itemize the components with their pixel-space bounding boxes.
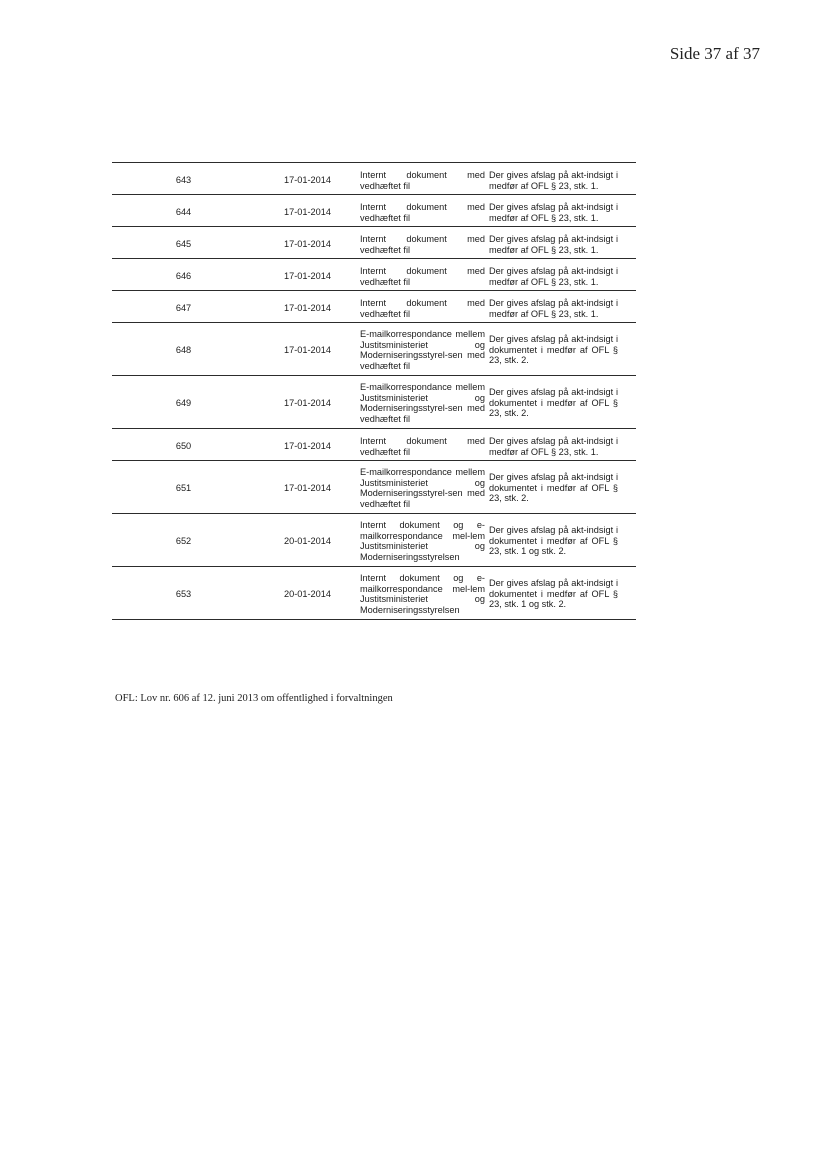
document-date: 17-01-2014: [284, 482, 331, 493]
document-description-cell: [360, 227, 489, 259]
page-number: Side 37 af 37: [669, 44, 760, 63]
document-number: 648: [175, 344, 192, 355]
document-number-cell: [112, 514, 255, 567]
document-number: 646: [175, 271, 192, 282]
document-date: 20-01-2014: [284, 535, 331, 546]
document-date-cell: [255, 163, 360, 195]
document-description-cell: [360, 461, 489, 514]
document-number: 647: [175, 303, 192, 314]
access-decision: Der gives afslag på akt-indsigt i medfør af OFL § 23, stk. 1.: [489, 298, 618, 319]
document-description: Internt dokument og e-mailkorrespondance mel-lem Justitsministeriet og Moderniseringsstyrelsen: [360, 573, 485, 615]
access-decision-cell: [489, 323, 636, 376]
document-number-cell: [112, 259, 255, 291]
document-date-cell: [255, 195, 360, 227]
access-decision-cell: [489, 567, 636, 620]
document-number: 645: [175, 239, 192, 250]
access-decision-cell: [489, 291, 636, 323]
access-decision: Der gives afslag på akt-indsigt i medfør af OFL § 23, stk. 1.: [489, 202, 618, 223]
document-date-cell: [255, 376, 360, 429]
document-date-cell: [255, 429, 360, 461]
document-date-cell: [255, 291, 360, 323]
document-number-cell: [112, 291, 255, 323]
document-date: 17-01-2014: [284, 175, 331, 186]
document-date-cell: [255, 227, 360, 259]
document-number: 650: [175, 441, 192, 452]
document-number-cell: [112, 227, 255, 259]
access-decision: Der gives afslag på akt-indsigt i dokumentet i medfør af OFL § 23, stk. 1 og stk. 2.: [489, 578, 618, 610]
document-date-cell: [255, 514, 360, 567]
document-date: 20-01-2014: [284, 588, 331, 599]
document-number: 652: [175, 535, 192, 546]
document-number-cell: [112, 461, 255, 514]
access-decision: Der gives afslag på akt-indsigt i medfør af OFL § 23, stk. 1.: [489, 234, 618, 255]
document-description: Internt dokument med vedhæftet fil: [360, 202, 485, 223]
document-date: 17-01-2014: [284, 239, 331, 250]
document-date-cell: [255, 461, 360, 514]
document-description: E-mailkorrespondance mellem Justitsministeriet og Moderniseringsstyrel-sen med vedhæftet fil: [360, 329, 485, 371]
document-description: Internt dokument med vedhæftet fil: [360, 234, 485, 255]
document-number-cell: [112, 195, 255, 227]
document-number-cell: [112, 567, 255, 620]
access-decision-cell: [489, 195, 636, 227]
document-number-cell: [112, 163, 255, 195]
document-description: Internt dokument med vedhæftet fil: [360, 170, 485, 191]
table-row: [112, 195, 636, 227]
document-description-cell: [360, 291, 489, 323]
document-description-cell: [360, 195, 489, 227]
document-description-cell: [360, 323, 489, 376]
table-row: [112, 461, 636, 514]
table-row: [112, 163, 636, 195]
access-decision: Der gives afslag på akt-indsigt i medfør af OFL § 23, stk. 1.: [489, 436, 618, 457]
document-description-cell: [360, 514, 489, 567]
table-row: [112, 291, 636, 323]
document-number: 653: [175, 588, 192, 599]
document-date: 17-01-2014: [284, 397, 331, 408]
document-description-cell: [360, 429, 489, 461]
document-number-cell: [112, 323, 255, 376]
document-description: Internt dokument med vedhæftet fil: [360, 266, 485, 287]
document-date-cell: [255, 259, 360, 291]
document-date: 17-01-2014: [284, 271, 331, 282]
document-date-cell: [255, 567, 360, 620]
document-description-cell: [360, 163, 489, 195]
document-description: Internt dokument og e-mailkorrespondance mel-lem Justitsministeriet og Moderniseringsstyrelsen: [360, 520, 485, 562]
document-number: 651: [175, 482, 192, 493]
document-description-cell: [360, 376, 489, 429]
document-number-cell: [112, 376, 255, 429]
access-decision-cell: [489, 429, 636, 461]
document-date: 17-01-2014: [284, 303, 331, 314]
document-description: Internt dokument med vedhæftet fil: [360, 436, 485, 457]
document-description: E-mailkorrespondance mellem Justitsministeriet og Moderniseringsstyrel-sen med vedhæftet fil: [360, 467, 485, 509]
table-row: [112, 376, 636, 429]
access-decision: Der gives afslag på akt-indsigt i dokumentet i medfør af OFL § 23, stk. 1 og stk. 2.: [489, 525, 618, 557]
access-decision: Der gives afslag på akt-indsigt i medfør af OFL § 23, stk. 1.: [489, 170, 618, 191]
access-decision-cell: [489, 259, 636, 291]
document-number: 649: [175, 397, 192, 408]
document-date: 17-01-2014: [284, 344, 331, 355]
table-body: [112, 163, 636, 620]
access-decision-cell: [489, 163, 636, 195]
access-decision: Der gives afslag på akt-indsigt i dokumentet i medfør af OFL § 23, stk. 2.: [489, 334, 618, 366]
document-description: E-mailkorrespondance mellem Justitsministeriet og Moderniseringsstyrel-sen med vedhæftet fil: [360, 382, 485, 424]
access-decision: Der gives afslag på akt-indsigt i dokumentet i medfør af OFL § 23, stk. 2.: [489, 472, 618, 504]
table-row: [112, 567, 636, 620]
table-row: [112, 429, 636, 461]
table-row: [112, 514, 636, 567]
document-date-cell: [255, 323, 360, 376]
access-decision-cell: [489, 227, 636, 259]
document-date: 17-01-2014: [284, 441, 331, 452]
document-number: 644: [175, 207, 192, 218]
table-row: [112, 227, 636, 259]
access-decision-cell: [489, 376, 636, 429]
table-row: [112, 259, 636, 291]
document-list-table: [112, 162, 636, 620]
access-decision-cell: [489, 514, 636, 567]
document-description-cell: [360, 259, 489, 291]
access-decision-cell: [489, 461, 636, 514]
document-description-cell: [360, 567, 489, 620]
document-number: 643: [175, 175, 192, 186]
access-decision: Der gives afslag på akt-indsigt i dokumentet i medfør af OFL § 23, stk. 2.: [489, 387, 618, 419]
document-description: Internt dokument med vedhæftet fil: [360, 298, 485, 319]
document-number-cell: [112, 429, 255, 461]
document-date: 17-01-2014: [284, 207, 331, 218]
access-decision: Der gives afslag på akt-indsigt i medfør af OFL § 23, stk. 1.: [489, 266, 618, 287]
table-row: [112, 323, 636, 376]
footnote: OFL: Lov nr. 606 af 12. juni 2013 om offentlighed i forvaltningen: [115, 693, 393, 704]
